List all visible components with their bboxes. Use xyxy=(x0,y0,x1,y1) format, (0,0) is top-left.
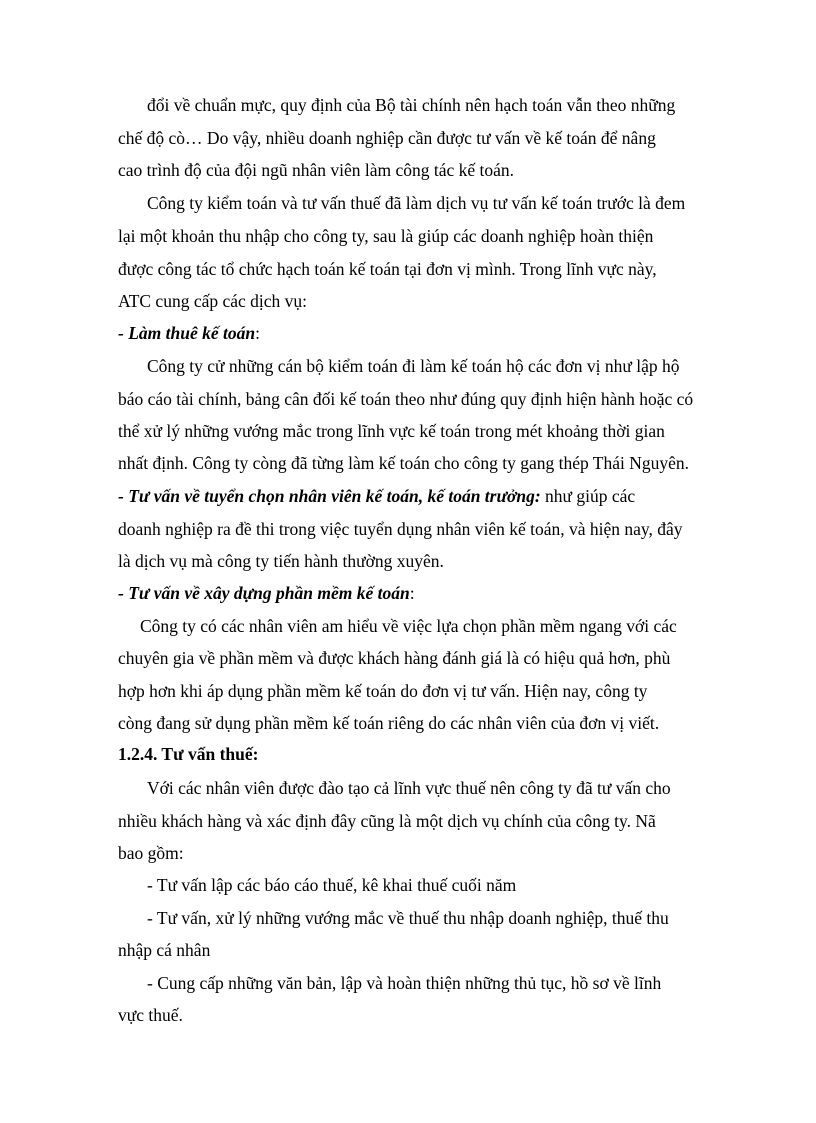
paragraph-1-line-3: cao trình độ của đội ngũ nhân viên làm công tác kế toán. xyxy=(118,160,515,180)
section-124-heading: 1.2.4. Tư vấn thuế: xyxy=(118,744,259,764)
service-3-line-4: còng đang sử dụng phần mềm kế toán riêng do các nhân viên của đơn vị viết. xyxy=(118,713,660,733)
service-1-heading-line xyxy=(118,322,260,344)
service-3-line-1: Công ty có các nhân viên am hiểu về việc lựa chọn phần mềm ngang với các xyxy=(140,616,677,636)
service-2-heading-line xyxy=(118,485,635,507)
paragraph-1-line-1: đổi về chuẩn mực, quy định của Bộ tài chính nên hạch toán vẫn theo những xyxy=(147,95,676,115)
paragraph-2-line-4: ATC cung cấp các dịch vụ: xyxy=(118,291,308,311)
section-124-bullet-3-line-1: - Cung cấp những văn bản, lập và hoàn thiện những thủ tục, hồ sơ về lĩnh xyxy=(147,973,662,993)
section-124-bullet-1: - Tư vấn lập các báo cáo thuế, kê khai thuế cuối năm xyxy=(147,875,517,895)
paragraph-1-line-2: chế độ cò… Do vậy, nhiều doanh nghiệp cần được tư vấn về kế toán để nâng xyxy=(118,128,656,148)
paragraph-2-line-1: Công ty kiểm toán và tư vấn thuế đã làm dịch vụ tư vấn kế toán trước là đem xyxy=(147,193,686,213)
service-1-line-2: báo cáo tài chính, bảng cân đối kế toán theo như đúng quy định hiện hành hoặc có xyxy=(118,389,694,409)
paragraph-2-line-2: lại một khoản thu nhập cho công ty, sau là giúp các doanh nghiệp hoàn thiện xyxy=(118,226,654,246)
service-3-line-2: chuyên gia về phần mềm và được khách hàng đánh giá là có hiệu quả hơn, phù xyxy=(118,648,671,668)
service-2-line-2: là dịch vụ mà công ty tiến hành thường xuyên. xyxy=(118,551,444,571)
section-124-line-2: nhiều khách hàng và xác định đây cũng là một dịch vụ chính của công ty. Nã xyxy=(118,811,656,831)
section-124-bullet-2-line-1: - Tư vấn, xử lý những vướng mắc về thuế thu nhập doanh nghiệp, thuế thu xyxy=(147,908,669,928)
service-3-heading-suffix: : xyxy=(409,583,415,603)
service-1-line-4: nhất định. Công ty còng đã từng làm kế toán cho công ty gang thép Thái Nguyên. xyxy=(118,453,689,473)
service-1-heading: - Làm thuê kế toán xyxy=(118,323,256,343)
section-124-line-3: bao gồm: xyxy=(118,843,184,863)
service-3-heading: - Tư vấn về xây dựng phần mềm kế toán xyxy=(118,583,410,603)
service-1-heading-suffix: : xyxy=(255,323,260,343)
service-1-line-1: Công ty cử những cán bộ kiểm toán đi làm kế toán hộ các đơn vị như lập hộ xyxy=(147,356,680,376)
section-124-bullet-2-line-2: nhập cá nhân xyxy=(118,940,211,960)
service-1-line-3: thể xử lý những vướng mắc trong lĩnh vực kế toán trong mét khoảng thời gian xyxy=(118,421,665,441)
service-2-heading: - Tư vấn về tuyển chọn nhân viên kế toán, kế toán trưởng: xyxy=(118,486,541,506)
paragraph-2-line-3: được công tác tổ chức hạch toán kế toán tại đơn vị mình. Trong lĩnh vực này, xyxy=(118,259,657,279)
service-2-heading-rest: như giúp các xyxy=(540,486,636,506)
service-3-heading-line xyxy=(118,582,415,604)
section-124-line-1: Với các nhân viên được đào tạo cả lĩnh vực thuế nên công ty đã tư vấn cho xyxy=(147,778,671,798)
service-3-line-3: hợp hơn khi áp dụng phần mềm kế toán do đơn vị tư vấn. Hiện nay, công ty xyxy=(118,681,648,701)
service-2-line-1: doanh nghiệp ra đề thi trong việc tuyển dụng nhân viên kế toán, và hiện nay, đây xyxy=(118,519,683,539)
section-124-bullet-3-line-2: vực thuế. xyxy=(118,1005,183,1025)
